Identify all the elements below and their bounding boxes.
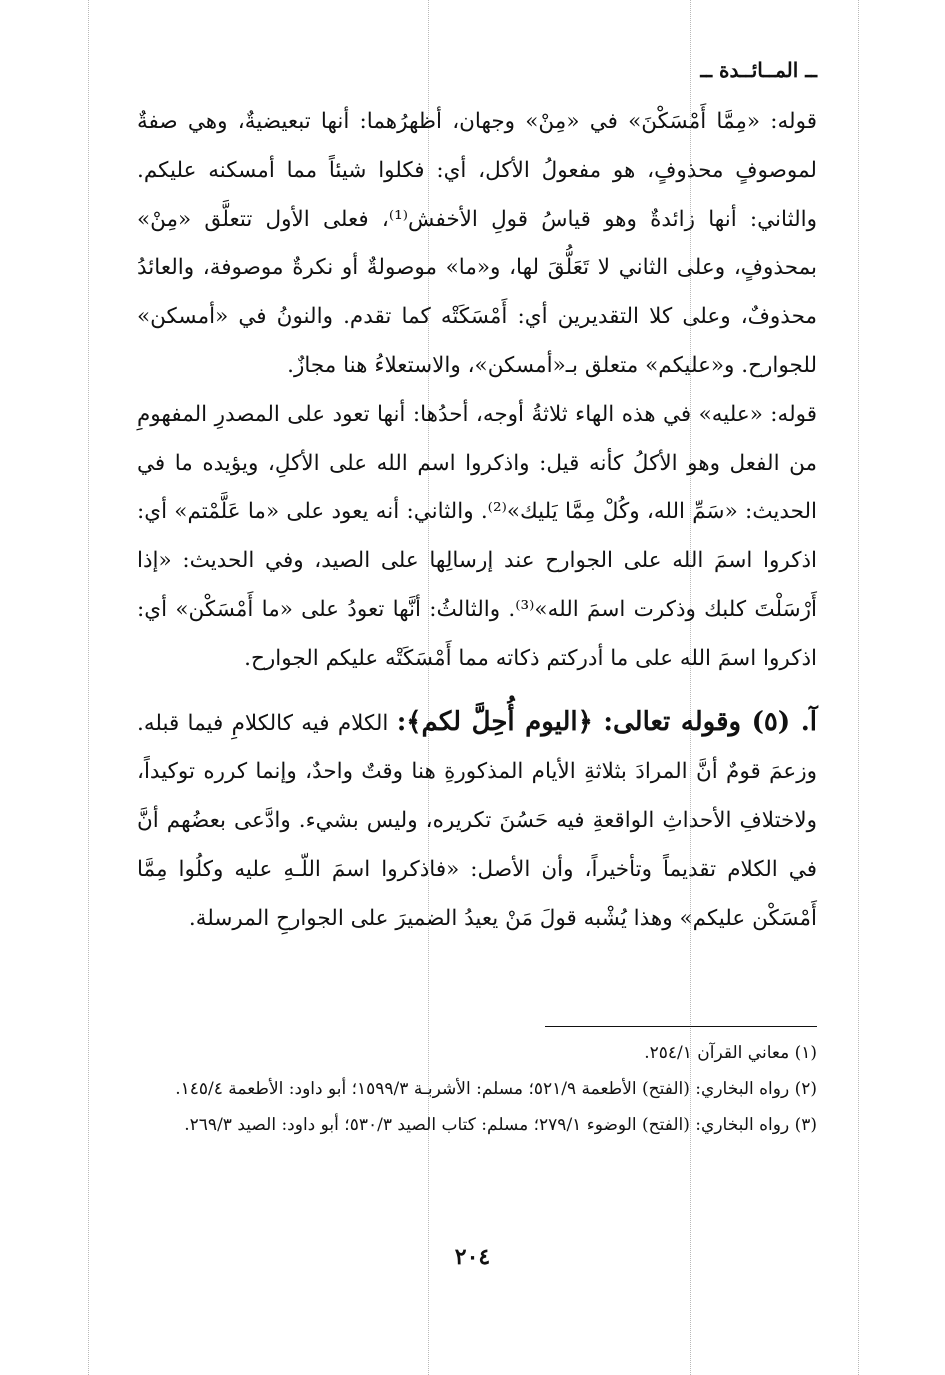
footnotes [137,1038,817,1146]
footnote-2: (٢) رواه البخاري: (الفتح) الأطعمة ٥٢١/٩؛ مسلم: الأشربـة ١٥٩٩/٣؛ أبو داود: الأطعمة ١٤٥/٤. [175,1079,817,1099]
main-text [137,98,817,944]
verse-commentary: الكلام فيه كالكلامِ فيما قبله. وزعمَ قومٌ أنَّ المرادَ بثلاثةِ الأيام المذكورةِ هنا وقتٌ واحدٌ، وإنما كرره توكيداً، ولاختلافِ الأحداثِ الواقعةِ فيه حَسُنَ تكريره، وليس بشيء. وادَّعى بعضُهم أنَّ في الكلام تقديماً وتأخيراً، وأن الأصل: «فاذكروا اسمَ اللّـهِ عليه وكلُوا مِمَّا أَمْسَكْن عليكم» وهذا يُشْبه قولَ مَنْ يعيدُ الضميرَ على الجوارحِ المرسلة. [137,710,817,931]
page-number: ٢٠٤ [454,1244,491,1270]
running-header: ــ المــائــدة ــ [700,58,817,82]
scan-guide-line [88,0,89,1375]
footnote-3: (٣) رواه البخاري: (الفتح) الوضوء ٢٧٩/١؛ مسلم: كتاب الصيد ٥٣٠/٣؛ أبو داود: الصيد ٢٦٩/٣. [184,1115,817,1135]
verse-paragraph [137,698,817,944]
paragraph-alayhi: قوله: «عليه» في هذه الهاء ثلاثةُ أوجه، أحدُها: أنها تعود على المصدرِ المفهومِ من الفعل وهو الأكلُ كأنه قيل: واذكروا اسم الله على الأكلِ، ويؤيده ما في الحديث: «سَمِّ الله، وكُلْ مِمَّا يَليك»⁽²⁾. والثاني: أنه يعود على «ما عَلَّمْتم» أي: اذكروا اسمَ الله على الجوارح عند إرسالِها على الصيد، وفي الحديث: «إذا أَرْسَلْتَ كلبك وذكرت اسمَ الله»⁽³⁾. والثالثُ: أنَّها تعودُ على «ما أَمْسَكْن» أي: اذكروا اسمَ الله على ما أدركتم ذكاته مما أَمْسَكَتْه عليكم الجوارح. [137,401,818,671]
scan-guide-line [858,0,859,1375]
footnote-1: (١) معاني القرآن ٢٥٤/١. [644,1043,817,1063]
verse-heading: آ. (٥) وقوله تعالى: ﴿اليوم أُحِلَّ لكم﴾: [396,706,817,737]
paragraph-mimma-amsakna: قوله: «مِمَّا أَمْسَكْنَ» في «مِنْ» وجهان، أظهرُهما: أنها تبعيضيةٌ، وهي صفةٌ لموصوفٍ محذوفٍ، هو مفعولُ الأكل، أي: فكلوا شيئاً مما أمسكنه عليكم. والثاني: أنها زائدةٌ وهو قياسُ قولِ الأخفش⁽¹⁾، فعلى الأول تتعلَّق «مِنْ» بمحذوفٍ، وعلى الثاني لا تَعَلُّقَ لها، و«ما» موصولةٌ أو نكرةٌ موصوفة، والعائدُ محذوفٌ، وعلى كلا التقديرين أي: أَمْسَكَتْه كما تقدم. والنونُ في «أمسكن» للجوارح. و«عليكم» متعلق بـ«أمسكن»، والاستعلاءُ هنا مجازٌ. [137,109,817,378]
footnote-divider [545,1026,817,1027]
